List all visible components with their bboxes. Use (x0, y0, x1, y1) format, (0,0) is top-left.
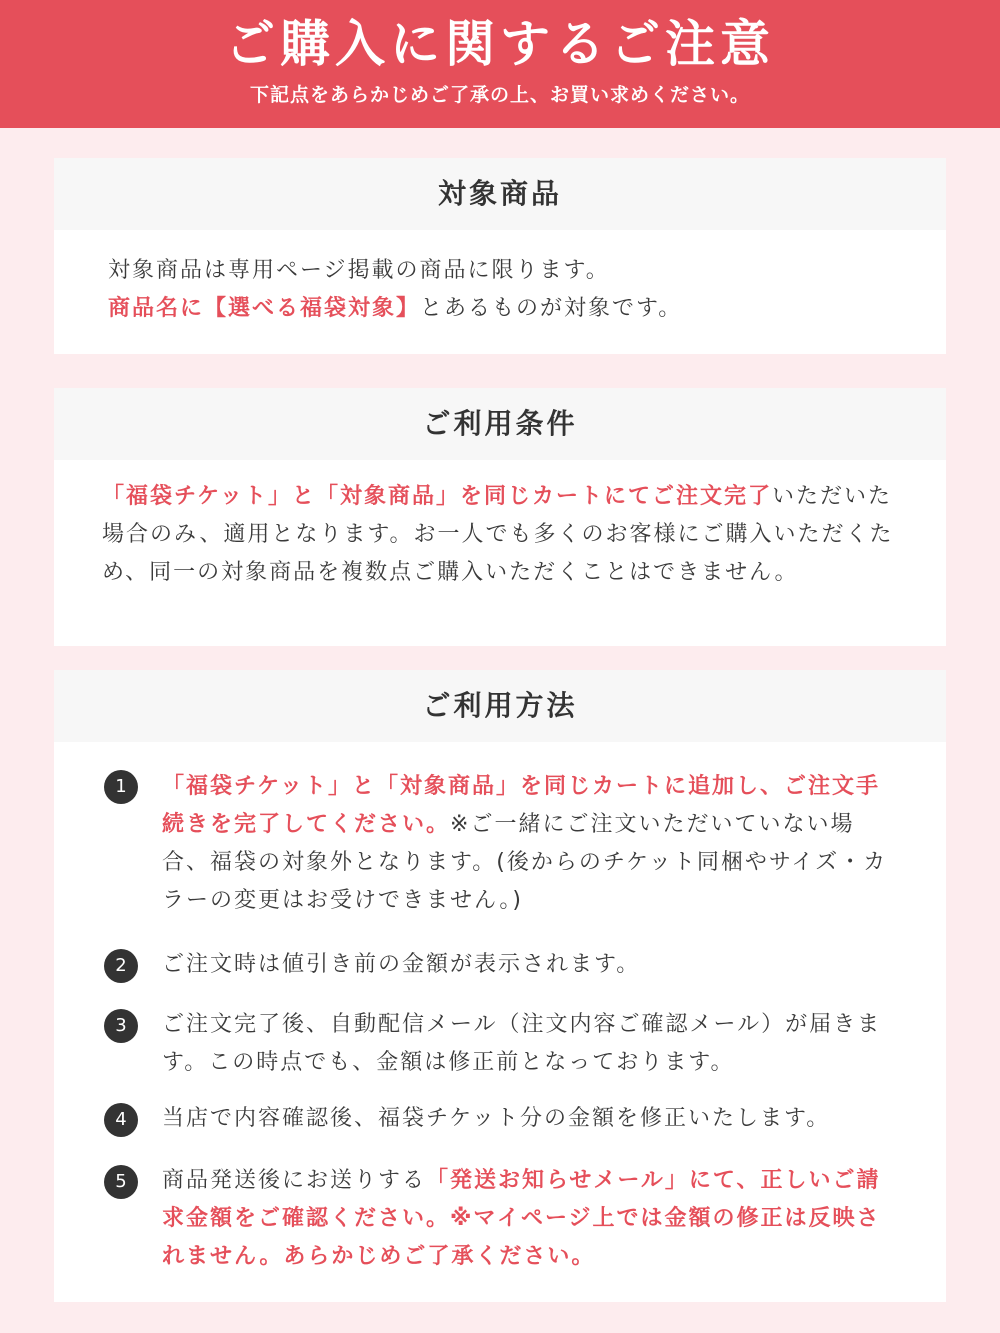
step-highlight: 「発送お知らせメール」にて、正しいご請求金額をご確認ください。※マイページ上では金額の修正は反映されません。あらかじめご了承ください。 (162, 1168, 881, 1269)
target-products-card (54, 158, 946, 354)
step-number-badge: 5 (104, 1165, 138, 1199)
conditions-heading: ご利用条件 (54, 388, 946, 460)
target-products-line1: 対象商品は専用ページ掲載の商品に限ります。 (108, 258, 610, 283)
conditions-body (54, 460, 946, 592)
page-subtitle: 下記点をあらかじめご了承の上、お買い求めください。 (249, 84, 750, 106)
usage-step-5 (104, 1162, 899, 1276)
step-text: ご注文時は値引き前の金額が表示されます。 (162, 952, 641, 977)
usage-heading: ご利用方法 (54, 670, 946, 742)
usage-card (54, 670, 946, 1302)
usage-step-1 (104, 768, 899, 920)
usage-step-3 (104, 1006, 899, 1082)
step-body: 商品発送後にお送りする (162, 1168, 427, 1193)
step-text: 当店で内容確認後、福袋チケット分の金額を修正いたします。 (162, 1106, 831, 1131)
step-highlight: 「福袋チケット」と「対象商品」を同じカートに追加し、ご注文手続きを完了してください。 (162, 774, 881, 837)
conditions-card (54, 388, 946, 646)
step-text (162, 768, 899, 920)
step-text (162, 1162, 899, 1276)
conditions-text: いただいた場合のみ、適用となります。お一人でも多くのお客様にご購入いただくため、同一の対象商品を複数点ご購入いただくことはできません。 (102, 484, 894, 585)
target-products-line2-rest: とあるものが対象です。 (420, 296, 683, 321)
step-body: ※ご一緒にご注文いただいていない場合、福袋の対象外となります。(後からのチケット同梱やサイズ・カラーの変更はお受けできません。) (162, 812, 888, 913)
step-number-badge: 3 (104, 1009, 138, 1043)
target-products-line2 (108, 290, 946, 328)
usage-step-4 (104, 1100, 899, 1138)
step-number-badge: 1 (104, 770, 138, 804)
step-number-badge: 4 (104, 1103, 138, 1137)
step-text: ご注文完了後、自動配信メール（注文内容ご確認メール）が届きます。この時点でも、金額は修正前となっております。 (162, 1012, 882, 1075)
step-number-badge: 2 (104, 949, 138, 983)
page-title: ご購入に関するご注意 (225, 15, 775, 73)
header-banner (0, 0, 1000, 128)
usage-step-2 (104, 946, 899, 984)
conditions-highlight: 「福袋チケット」と「対象商品」を同じカートにてご注文完了 (102, 484, 773, 509)
target-products-highlight: 商品名に【選べる福袋対象】 (108, 296, 421, 321)
target-products-heading: 対象商品 (54, 158, 946, 230)
target-products-body (54, 230, 946, 328)
